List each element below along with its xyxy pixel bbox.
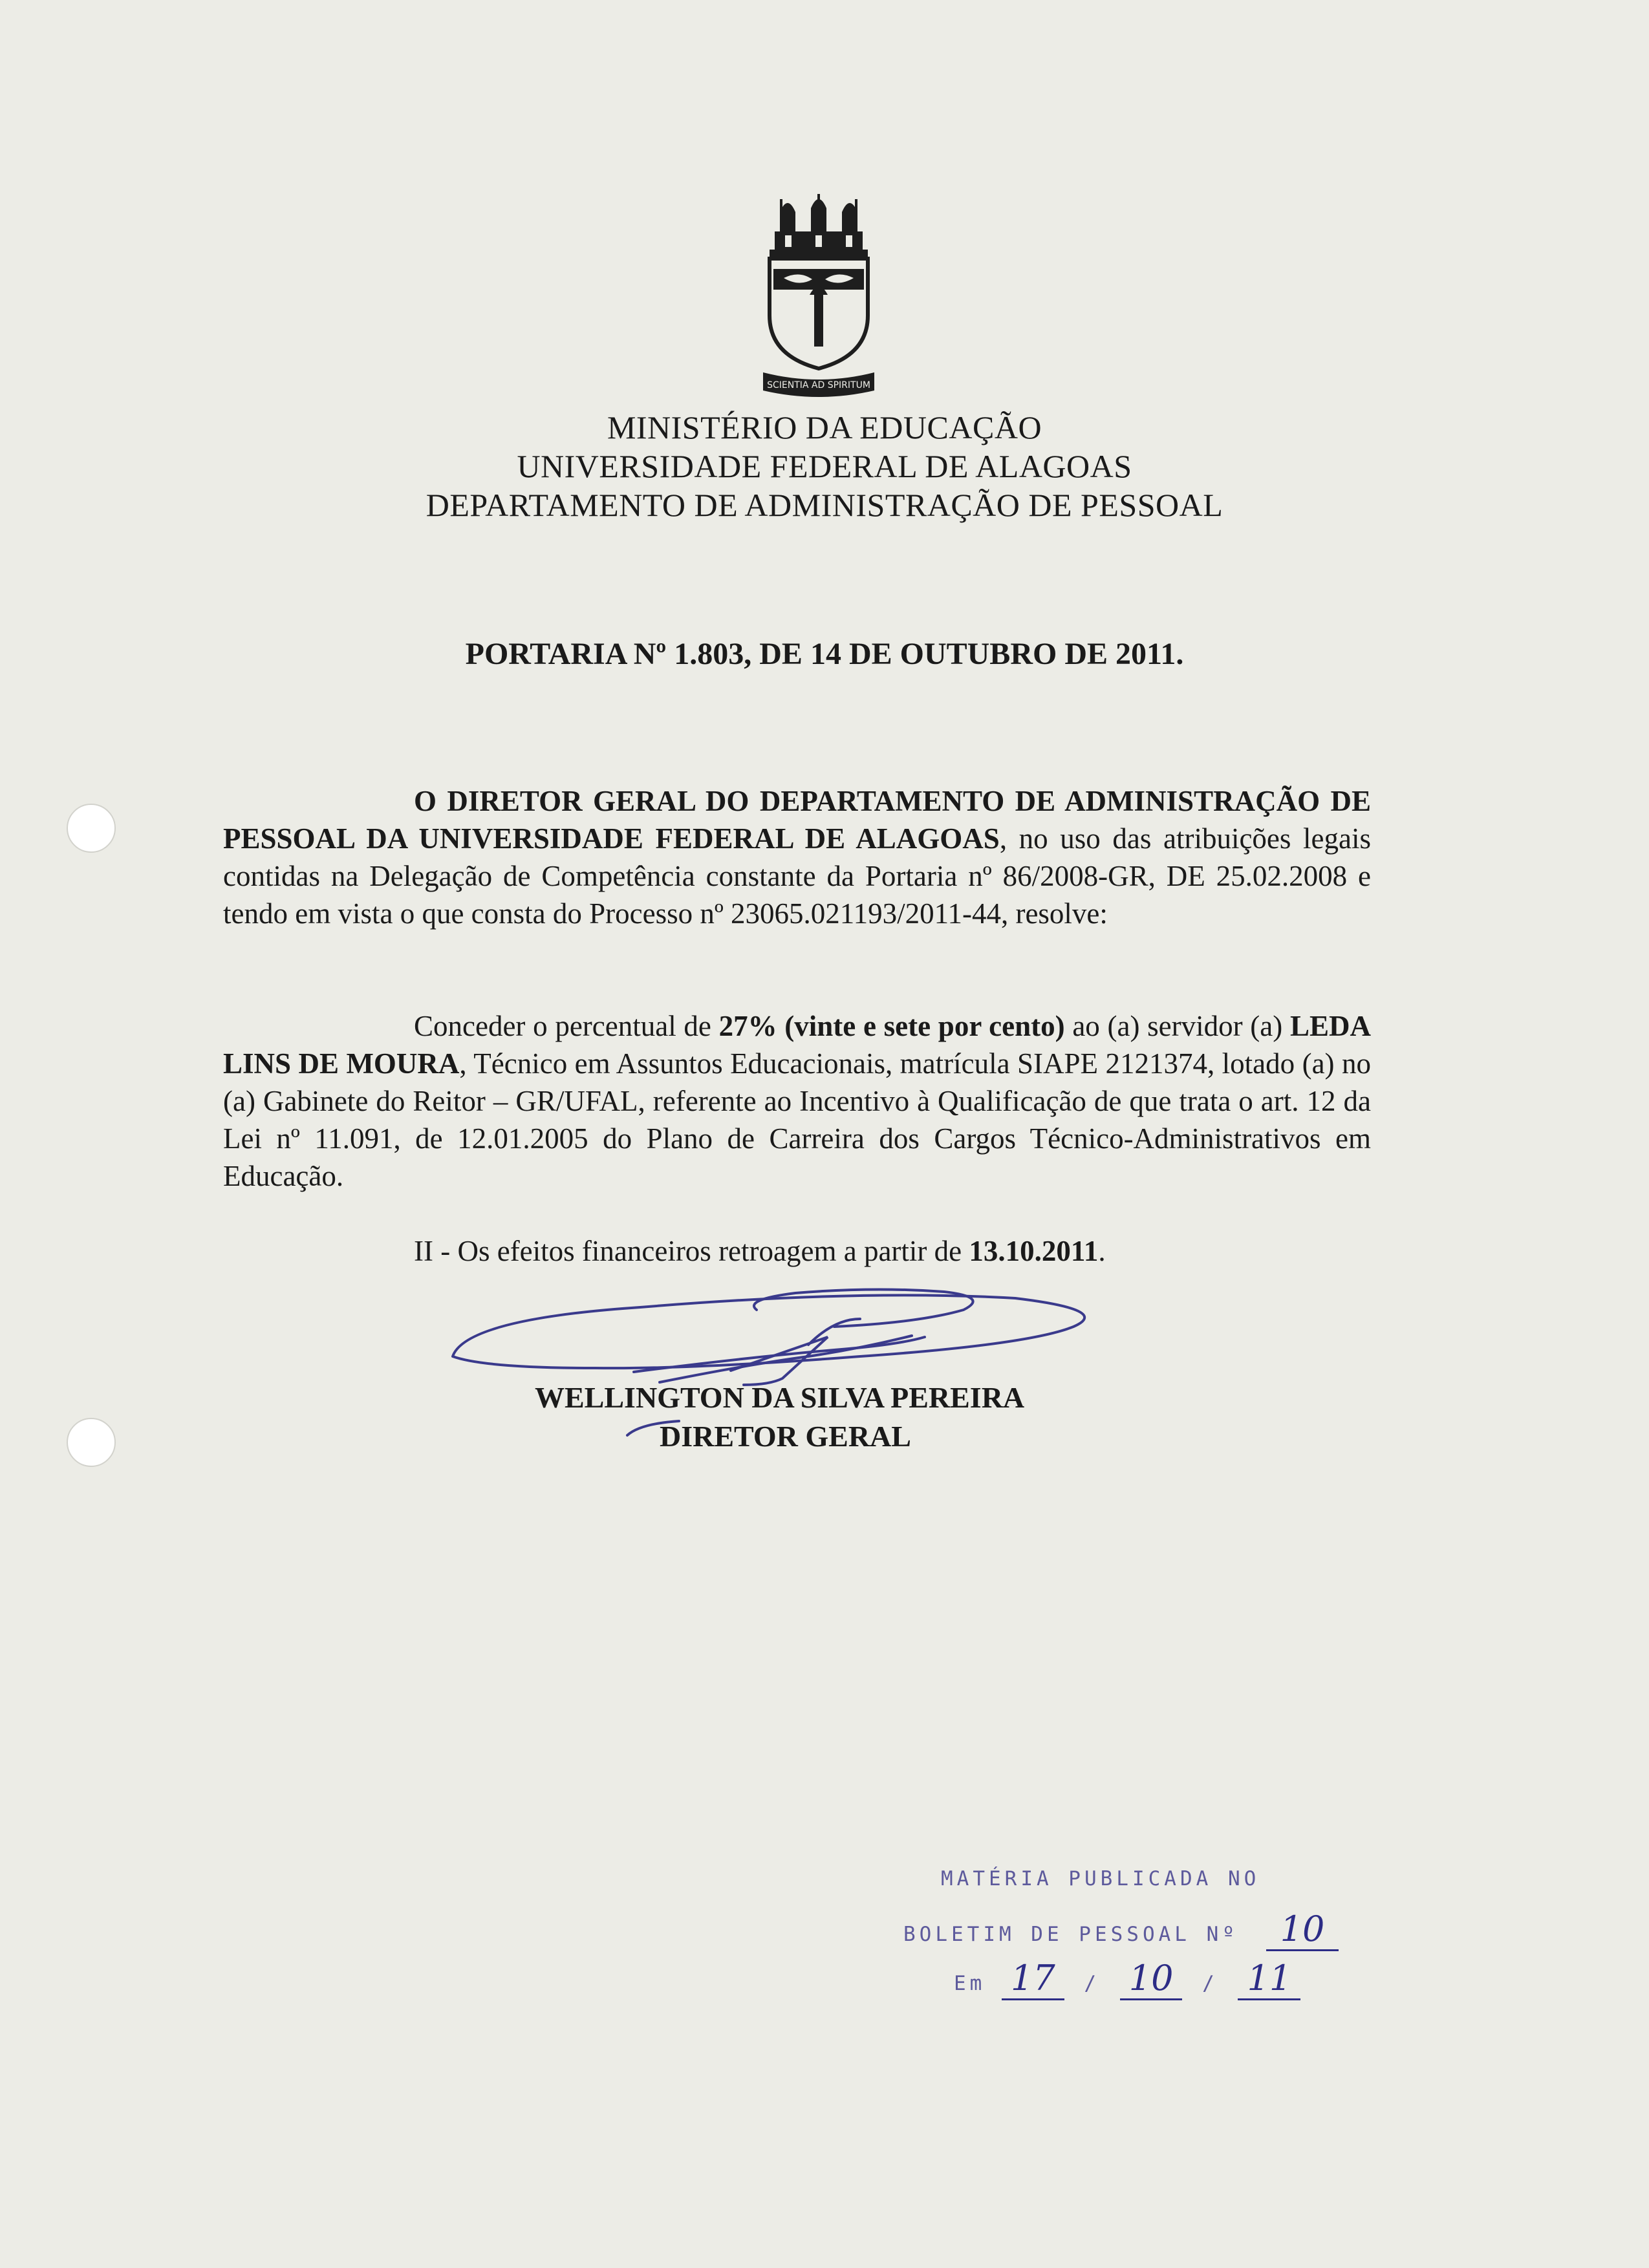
crest-motto: SCIENTIA AD SPIRITUM	[767, 380, 870, 390]
header-ministry: MINISTÉRIO DA EDUCAÇÃO	[607, 409, 1042, 445]
stamp-date-prefix: Em	[954, 1972, 986, 1995]
header-university: UNIVERSIDADE FEDERAL DE ALAGOAS	[517, 448, 1132, 484]
employee-name: LEDA LINS DE MOURA	[223, 1010, 1371, 1080]
punch-hole-bottom	[67, 1418, 116, 1467]
article-2-text-b: .	[1098, 1235, 1106, 1267]
stamp-year: 11	[1238, 1958, 1300, 2000]
university-crest-icon	[754, 193, 883, 401]
article-1-text-a: Conceder o percentual de	[414, 1010, 719, 1042]
article-1-text-b: ao (a) servidor (a)	[1064, 1010, 1290, 1042]
preamble-text: , no uso das atribuições legais contidas na Delegação de Competência constante da Portaria nº 86/2008-GR, DE 25.02.2008 e tendo em vista o que consta do Processo nº 23065.021193/2011-44, resolve:	[223, 822, 1371, 930]
stamp-line-2: BOLETIM DE PESSOAL Nº	[903, 1923, 1238, 1946]
effective-date: 13.10.2011	[969, 1235, 1099, 1267]
article-2-text-a: II - Os efeitos financeiros retroagem a partir de	[414, 1235, 969, 1267]
header-department: DEPARTAMENTO DE ADMINISTRAÇÃO DE PESSOAL	[426, 487, 1223, 523]
stamp-day: 17	[1002, 1958, 1064, 2000]
article-2-paragraph	[223, 1232, 1371, 1270]
percentage-value: 27% (vinte e sete por cento)	[718, 1010, 1065, 1042]
punch-hole-top	[67, 804, 116, 853]
article-1-paragraph	[223, 1007, 1371, 1195]
signatory-name: WELLINGTON DA SILVA PEREIRA	[535, 1381, 1025, 1414]
signatory-role: DIRETOR GERAL	[660, 1420, 911, 1453]
stamp-line-1: MATÉRIA PUBLICADA NO	[941, 1867, 1260, 1890]
stamp-boletim-number: 10	[1266, 1909, 1339, 1951]
document-title: PORTARIA Nº 1.803, DE 14 DE OUTUBRO DE 2011.	[465, 637, 1184, 671]
publication-stamp: MATÉRIA PUBLICADA NO BOLETIM DE PESSOAL Nº 10 Em 17 / 10 / 11	[902, 1867, 1303, 2022]
article-1-text-c: , Técnico em Assuntos Educacionais, matrícula SIAPE 2121374, lotado (a) no (a) Gabinete do Reitor – GR/UFAL, referente ao Incentivo à Qualificação de que trata o art. 12 da Lei nº 11.091, de 12.01.2005 do Plano de Carreira dos Cargos Técnico-Administrativos em Educação.	[223, 1047, 1371, 1192]
stamp-month: 10	[1120, 1958, 1183, 2000]
preamble-authority: O DIRETOR GERAL DO DEPARTAMENTO DE ADMINISTRAÇÃO DE PESSOAL DA UNIVERSIDADE FEDERAL DE ALAGOAS	[223, 785, 1371, 855]
preamble-paragraph	[223, 782, 1371, 932]
